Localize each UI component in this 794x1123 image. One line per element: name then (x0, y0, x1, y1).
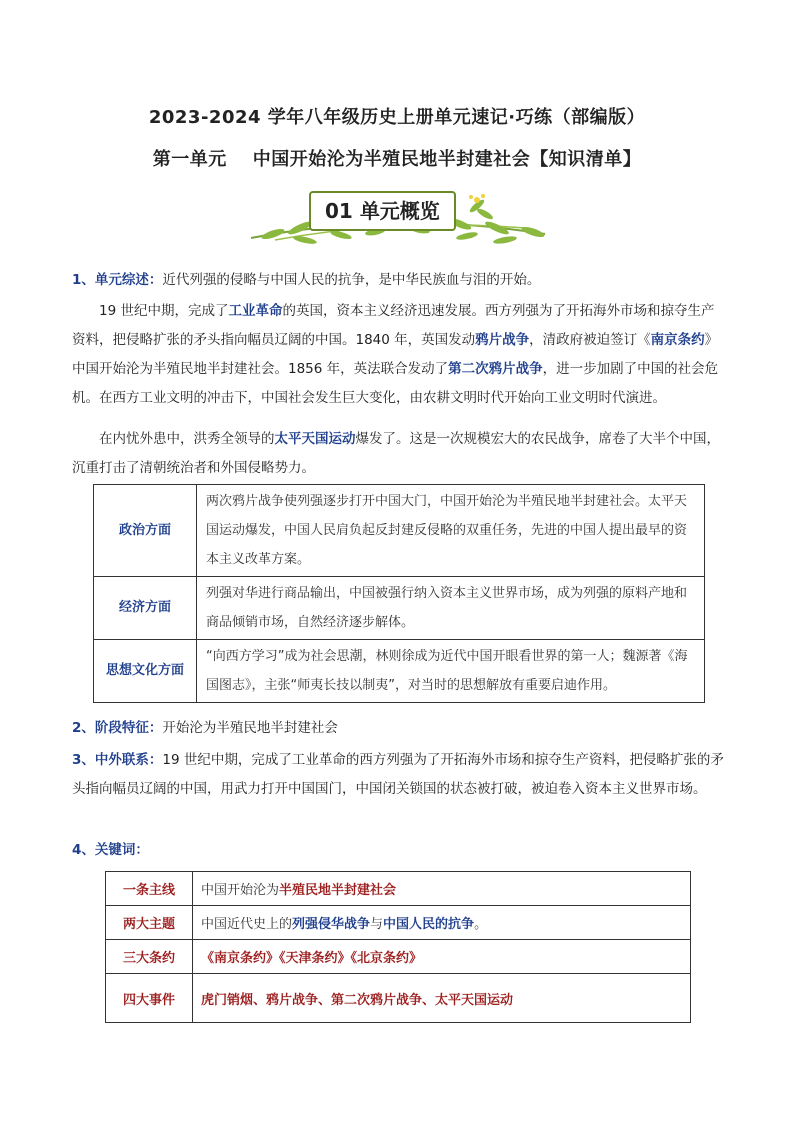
section1-summary-text: 近代列强的侵略与中国人民的抗争，是中华民族血与泪的开始。 (162, 272, 541, 288)
keyword: 太平天国运动 (274, 431, 356, 447)
section-badge (245, 188, 555, 248)
row-content: “向西方学习”成为社会思潮，林则徐成为近代中国开眼看世界的第一人；魏源著《海国图志》，主张“师夷长技以制夷”，对当时的思想解放有重要启迪作用。 (197, 640, 705, 703)
section2-text: 开始沦为半殖民地半封建社会 (162, 720, 338, 736)
row-content: 中国开始沦为半殖民地半封建社会 (193, 872, 691, 906)
badge-text: 单元概览 (359, 199, 440, 223)
row-header: 四大事件 (106, 974, 193, 1023)
section3: 3、中外联系：19 世纪中期，完成了工业革命的西方列强为了开拓海外市场和掠夺生产资料，把侵略扩张的矛头指向幅员辽阔的中国，用武力打开中国国门，中国闭关锁国的状态被打破，被迫卷入资本主义世界市场。 (72, 752, 724, 797)
section1-label: 1、单元综述 (72, 272, 149, 288)
table-row (94, 485, 705, 577)
table-row (94, 640, 705, 703)
section2: 2、阶段特征：开始沦为半殖民地半封建社会 (72, 720, 338, 736)
keyword: 鸦片战争 (475, 332, 530, 348)
section4-label: 4、关键词 (72, 842, 136, 858)
keyword: 南京条约 (650, 332, 705, 348)
table-row (94, 577, 705, 640)
section3-label: 3、中外联系 (72, 752, 149, 768)
row-content: 两次鸦片战争使列强逐步打开中国大门，中国开始沦为半殖民地半封建社会。太平天国运动爆发，中国人民肩负起反封建反侵略的双重任务，先进的中国人提出最早的资本主义改革方案。 (197, 485, 705, 577)
table-row (106, 974, 691, 1023)
section2-label: 2、阶段特征 (72, 720, 149, 736)
document-title: 2023-2024 学年八年级历史上册单元速记·巧练（部编版） (148, 107, 646, 128)
table-row (106, 906, 691, 940)
section3-text: 19 世纪中期，完成了工业革命的西方列强为了开拓海外市场和掠夺生产资料，把侵略扩张的矛头指向幅员辽阔的中国，用武力打开中国国门，中国闭关锁国的状态被打破，被迫卷入资本主义世界市场。 (72, 752, 724, 797)
unit-title (0, 145, 794, 171)
unit-number: 第一单元 (152, 149, 227, 170)
aspects-table (93, 484, 705, 703)
row-header: 一条主线 (106, 872, 193, 906)
row-header: 经济方面 (94, 577, 197, 640)
row-header: 三大条约 (106, 940, 193, 974)
row-content: 中国近代史上的列强侵华战争与中国人民的抗争。 (193, 906, 691, 940)
row-content: 《南京条约》《天津条约》《北京条约》 (193, 940, 691, 974)
section1-paragraph2: 在内忧外患中，洪秀全领导的太平天国运动爆发了。这是一次规模宏大的农民战争，席卷了大半个中国，沉重打击了清朝统治者和外国侵略势力。 (72, 431, 720, 476)
section4: 4、关键词： (72, 842, 149, 858)
badge-number: 01 (325, 199, 353, 223)
table-row (106, 940, 691, 974)
badge-label (309, 191, 456, 231)
keywords-table (105, 871, 691, 1023)
keyword: 第二次鸦片战争 (448, 361, 543, 377)
keyword: 工业革命 (228, 303, 283, 319)
section1-paragraph1: 19 世纪中期，完成了工业革命的英国，资本主义经济迅速发展。西方列强为了开拓海外市场和掠夺生产资料，把侵略扩张的矛头指向幅员辽阔的中国。1840 年，英国发动鸦片战争，清政府被迫签订《南京条约》中国开始沦为半殖民地半封建社会。1856 年，英法联合发动了第二次鸦片战争，进一步加剧了中国的社会危机。在西方工业文明的冲击下，中国社会发生巨大变化，由农耕文明时代开始向工业文明时代演进。 (72, 303, 719, 406)
section1-summary: 1、单元综述：近代列强的侵略与中国人民的抗争，是中华民族血与泪的开始。 (72, 272, 541, 288)
row-content: 虎门销烟、鸦片战争、第二次鸦片战争、太平天国运动 (193, 974, 691, 1023)
row-content: 列强对华进行商品输出，中国被强行纳入资本主义世界市场，成为列强的原料产地和商品倾销市场，自然经济逐步解体。 (197, 577, 705, 640)
row-header: 政治方面 (94, 485, 197, 577)
row-header: 两大主题 (106, 906, 193, 940)
row-header: 思想文化方面 (94, 640, 197, 703)
unit-topic: 中国开始沦为半殖民地半封建社会【知识清单】 (252, 149, 642, 170)
table-row (106, 872, 691, 906)
